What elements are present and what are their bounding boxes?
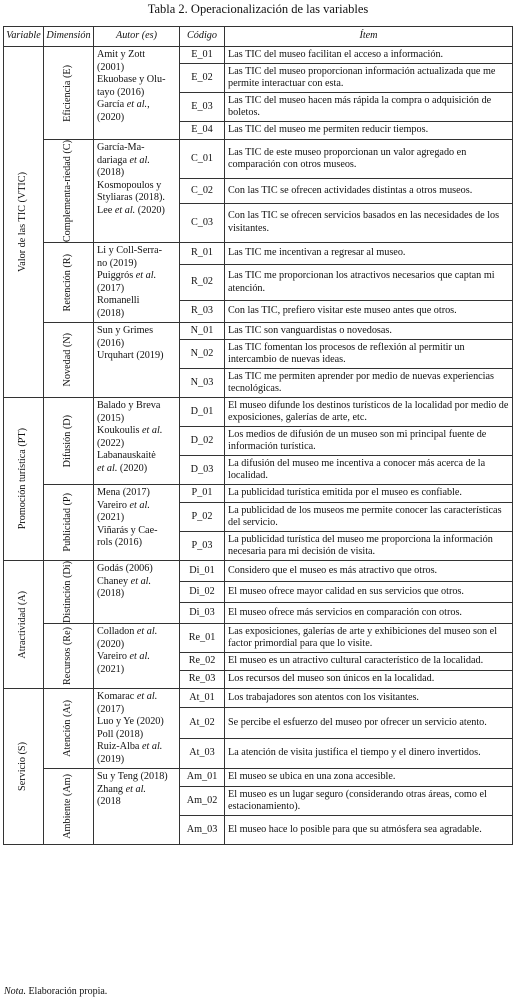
author-line: Styliaras (2018).: [97, 192, 165, 203]
item-text: La publicidad turística del museo me proporciona la información necesaria para mi decisión de visita.: [225, 532, 513, 561]
variable-cell: [4, 398, 44, 561]
table-row: [4, 47, 513, 64]
item-text: Los trabajadores son atentos con los visitantes.: [225, 689, 513, 708]
item-text: Con las TIC se ofrecen servicios basados en las necesidades de los visitantes.: [225, 203, 513, 242]
author-line: Komarac et al.: [97, 691, 158, 703]
item-text: Se percibe el esfuerzo del museo por ofrecer un servicio atento.: [225, 708, 513, 739]
dimension-cell: [44, 689, 94, 769]
item-text: Las TIC del museo facilitan el acceso a información.: [225, 47, 513, 64]
table-row: [4, 769, 513, 787]
variable-cell-label: Servicio (S): [17, 742, 29, 792]
author-cell: [94, 689, 180, 769]
dimension-cell-label: Atención (At): [62, 700, 74, 758]
item-text: Las TIC fomentan los procesos de reflexión al permitir un intercambio de nuevas ideas.: [225, 340, 513, 369]
table-note: [4, 986, 107, 997]
table-row: [4, 485, 513, 503]
dimension-cell: [44, 323, 94, 398]
author-line: (2022): [97, 437, 125, 449]
author-line: Godás (2006): [97, 563, 153, 575]
item-code: R_01: [180, 243, 225, 265]
item-text: Las TIC son vanguardistas o novedosas.: [225, 323, 513, 340]
author-cell: [94, 398, 180, 485]
item-code: Am_03: [180, 816, 225, 845]
author-line: Koukoulis et al.: [97, 425, 163, 437]
item-code: C_03: [180, 203, 225, 242]
author-cell: [94, 243, 180, 323]
item-code: D_01: [180, 398, 225, 427]
author-line: Ekuobase y Olu-: [97, 74, 166, 85]
dimension-cell: [44, 561, 94, 624]
author-line: Li y Coll-Serra-: [97, 245, 163, 257]
author-line: Luo y Ye (2020): [97, 716, 164, 728]
header-item: Ítem: [225, 27, 513, 47]
header-dimension: Dimensión: [44, 27, 94, 47]
item-code: N_03: [180, 369, 225, 398]
item-code: R_03: [180, 300, 225, 322]
author-line: rols (2016): [97, 537, 142, 549]
author-line: Lee et al. (2020): [97, 204, 165, 216]
author-cell: [94, 47, 180, 140]
dimension-cell: [44, 769, 94, 845]
author-line: no (2019): [97, 257, 137, 269]
author-line: Urquhart (2019): [97, 350, 164, 362]
author-line: Chaney et al.: [97, 575, 152, 587]
author-line: García-Ma-: [97, 142, 145, 153]
dimension-cell: [44, 624, 94, 689]
item-text: Las TIC me incentivan a regresar al museo.: [225, 243, 513, 265]
item-code: P_02: [180, 503, 225, 532]
author-cell: [94, 485, 180, 561]
dimension-cell-label: Retención (R): [62, 253, 74, 312]
author-line: (2021): [97, 663, 125, 675]
item-text: Las TIC de este museo proporcionan un valor agregado en comparación con otros museos.: [225, 140, 513, 179]
author-line: (2017): [97, 703, 125, 715]
author-line: (2015): [97, 412, 125, 424]
item-code: N_01: [180, 323, 225, 340]
item-code: Re_03: [180, 671, 225, 689]
variable-cell-label: Valor de las TIC (VTIC): [17, 172, 29, 273]
author-line: (2021): [97, 512, 125, 524]
dimension-cell-label: Publicidad (P): [62, 493, 74, 552]
item-code: E_03: [180, 93, 225, 122]
dimension-cell: [44, 398, 94, 485]
author-cell: [94, 561, 180, 624]
item-text: El museo hace lo posible para que su atmósfera sea agradable.: [225, 816, 513, 845]
item-code: E_04: [180, 122, 225, 140]
table-row: [4, 689, 513, 708]
table-row: [4, 624, 513, 653]
item-text: Con las TIC se ofrecen actividades distintas a otros museos.: [225, 179, 513, 203]
author-line: dariaga et al.: [97, 154, 150, 166]
table-row: [4, 243, 513, 265]
dimension-cell-label: Complementa-riedad (C): [62, 140, 74, 243]
item-text: La atención de visita justifica el tiempo y el dinero invertidos.: [225, 738, 513, 769]
item-text: Las TIC me proporcionan los atractivos necesarios que captan mi atención.: [225, 265, 513, 301]
variable-cell: [4, 689, 44, 845]
author-line: Vareiro et al.: [97, 651, 150, 663]
item-text: Las TIC del museo proporcionan información actualizada que me permite interactuar con esta.: [225, 64, 513, 93]
author-line: (2020): [97, 111, 125, 123]
author-line: García et al.,: [97, 99, 150, 110]
item-code: R_02: [180, 265, 225, 301]
item-code: Di_01: [180, 561, 225, 582]
author-line: Vareiro et al.: [97, 499, 150, 511]
variable-cell-label: Promoción turística (PT): [17, 428, 29, 530]
item-code: N_02: [180, 340, 225, 369]
item-code: At_03: [180, 738, 225, 769]
item-code: D_02: [180, 427, 225, 456]
header-row: [4, 27, 513, 47]
author-line: Colladon et al.: [97, 626, 158, 638]
item-text: El museo ofrece mayor calidad en sus servicios que otros.: [225, 582, 513, 603]
author-line: Balado y Breva: [97, 400, 161, 412]
item-code: Am_01: [180, 769, 225, 787]
item-text: Las TIC del museo me permiten reducir tiempos.: [225, 122, 513, 140]
item-code: E_01: [180, 47, 225, 64]
author-line: (2017): [97, 282, 125, 294]
item-text: Con las TIC, prefiero visitar este museo antes que otros.: [225, 300, 513, 322]
author-line: tayo (2016): [97, 86, 145, 98]
table-row: [4, 561, 513, 582]
author-line: (2018): [97, 167, 125, 178]
author-line: Ruiz-Alba et al.: [97, 741, 163, 753]
item-text: El museo ofrece más servicios en comparación con otros.: [225, 603, 513, 624]
item-code: P_01: [180, 485, 225, 503]
dimension-cell-label: Recursos (Re): [62, 627, 74, 686]
item-text: La publicidad de los museos me permite conocer las características del servicio.: [225, 503, 513, 532]
table-row: [4, 398, 513, 427]
author-line: et al. (2020): [97, 462, 148, 474]
dimension-cell-label: Novedad (N): [62, 333, 74, 387]
author-line: Romanelli: [97, 295, 140, 307]
item-code: Re_01: [180, 624, 225, 653]
table-caption: Tabla 2. Operacionalización de las variables: [147, 2, 369, 16]
author-cell: [94, 140, 180, 243]
note-text: Elaboración propia.: [28, 986, 108, 997]
item-text: La publicidad turística emitida por el museo es confiable.: [225, 485, 513, 503]
dimension-cell: [44, 47, 94, 140]
dimension-cell-label: Eficiencia (E): [62, 64, 74, 122]
author-line: Labanauskaitė: [97, 450, 156, 462]
author-line: (2018): [97, 307, 125, 319]
author-cell: [94, 769, 180, 845]
author-line: Amit y Zott: [97, 49, 146, 60]
item-text: La difusión del museo me incentiva a conocer más acerca de la localidad.: [225, 456, 513, 485]
author-line: Zhang et al.: [97, 783, 146, 795]
dimension-cell: [44, 140, 94, 243]
dimension-cell-label: Distinción (Di): [62, 561, 74, 624]
author-line: (2016): [97, 337, 125, 349]
author-line: Kosmopoulos y: [97, 179, 162, 191]
table-row: [4, 140, 513, 179]
item-code: At_01: [180, 689, 225, 708]
item-text: El museo es un atractivo cultural característico de la localidad.: [225, 653, 513, 671]
author-line: Puiggrós et al.: [97, 270, 157, 282]
item-text: Los medios de difusión de un museo son mi principal fuente de información turística.: [225, 427, 513, 456]
item-code: Am_02: [180, 787, 225, 816]
note-label: Nota.: [4, 986, 26, 997]
header-author: Autor (es): [94, 27, 180, 47]
header-code: Código: [180, 27, 225, 47]
dimension-cell: [44, 485, 94, 561]
variable-cell: [4, 47, 44, 398]
header-variable: Variable: [4, 27, 44, 47]
author-line: Mena (2017): [97, 487, 150, 499]
author-line: (2018): [97, 588, 125, 600]
item-text: Las exposiciones, galerías de arte y exhibiciones del museo son el factor primordial para que lo visite.: [225, 624, 513, 653]
item-text: Considero que el museo es más atractivo que otros.: [225, 561, 513, 582]
item-text: El museo se ubica en una zona accesible.: [225, 769, 513, 787]
item-text: Las TIC me permiten aprender por medio de nuevas experiencias tecnológicas.: [225, 369, 513, 398]
operationalization-table: [3, 26, 513, 845]
variable-cell-label: Atractividad (A): [17, 590, 29, 659]
author-line: Su y Teng (2018): [97, 771, 168, 783]
item-code: At_02: [180, 708, 225, 739]
item-text: El museo difunde los destinos turísticos de la localidad por medio de exposiciones, galerías de arte, etc.: [225, 398, 513, 427]
item-code: E_02: [180, 64, 225, 93]
author-line: (2020): [97, 638, 125, 650]
item-code: Di_03: [180, 603, 225, 624]
item-code: C_01: [180, 140, 225, 179]
author-line: Viñarás y Cae-: [97, 524, 158, 536]
item-code: D_03: [180, 456, 225, 485]
author-line: (2019): [97, 753, 125, 765]
author-line: (2018: [97, 796, 121, 808]
item-code: C_02: [180, 179, 225, 203]
item-text: Los recursos del museo son únicos en la localidad.: [225, 671, 513, 689]
author-line: (2001): [97, 61, 125, 73]
item-text: El museo es un lugar seguro (considerando otras áreas, como el estacionamiento).: [225, 787, 513, 816]
table-row: [4, 323, 513, 340]
dimension-cell-label: Difusión (D): [62, 414, 74, 468]
dimension-cell: [44, 243, 94, 323]
item-code: Re_02: [180, 653, 225, 671]
author-line: Sun y Grimes: [97, 325, 154, 337]
dimension-cell-label: Ambiente (Am): [62, 774, 74, 839]
variable-cell: [4, 561, 44, 689]
item-code: Di_02: [180, 582, 225, 603]
item-text: Las TIC del museo hacen más rápida la compra o adquisición de boletos.: [225, 93, 513, 122]
item-code: P_03: [180, 532, 225, 561]
author-cell: [94, 323, 180, 398]
author-cell: [94, 624, 180, 689]
author-line: Poll (2018): [97, 728, 144, 740]
